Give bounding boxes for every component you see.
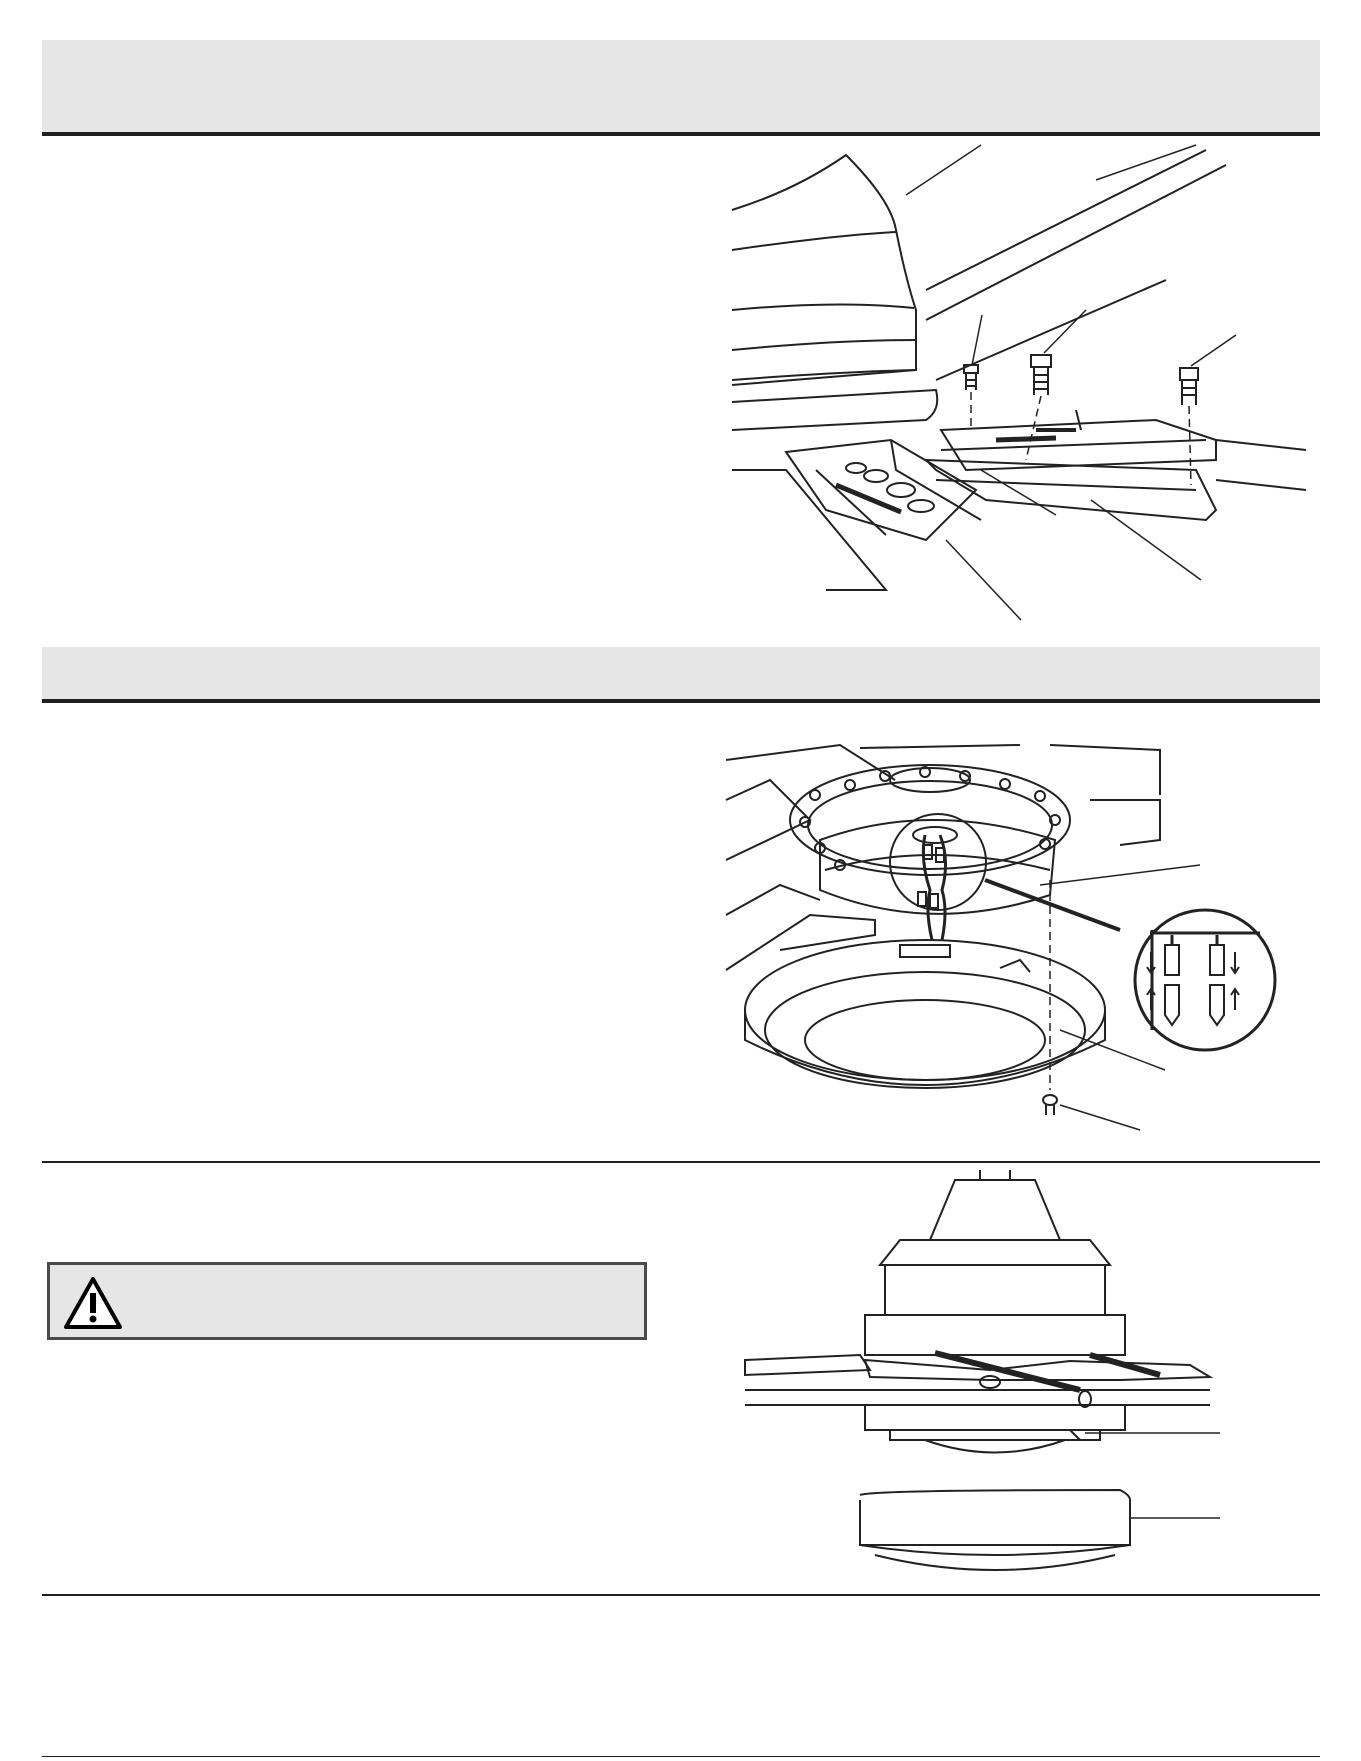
section-rule-1	[42, 132, 1320, 136]
light-kit-figure	[740, 1165, 1320, 1585]
blade-assembly-figure	[726, 140, 1316, 630]
switch-housing-figure	[720, 740, 1320, 1140]
connector-detail-callout	[1135, 910, 1275, 1050]
section-rule-3	[42, 1161, 1320, 1163]
section-header-band-2	[42, 647, 1320, 699]
section-rule-4	[42, 1594, 1320, 1596]
section-header-band-1	[42, 40, 1320, 132]
section-rule-2	[42, 699, 1320, 703]
warning-triangle-icon	[62, 1275, 124, 1336]
warning-box	[47, 1262, 647, 1340]
footer-rule	[42, 1756, 1320, 1757]
